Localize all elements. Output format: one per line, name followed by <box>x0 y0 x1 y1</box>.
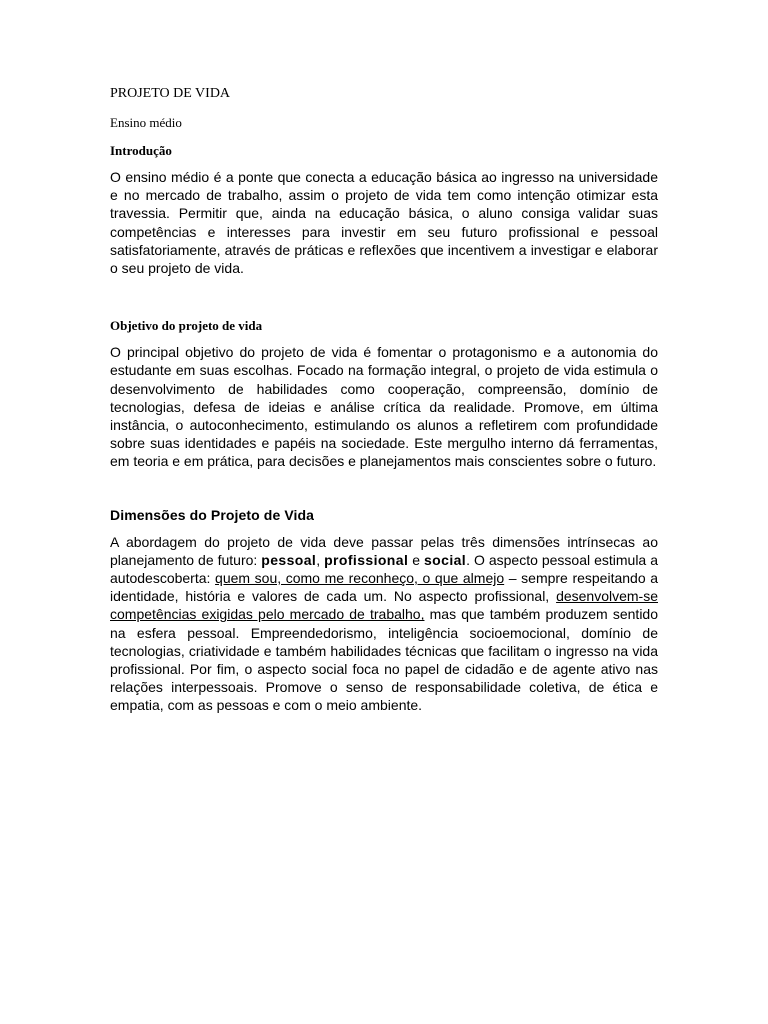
underlined-phrase-competencies: desenvolvem-se competências exigidas pelo mercado de trabalho, <box>110 588 658 623</box>
dimensions-text: – sempre respeitando a identidade, história e valores de cada um. No aspecto profissional, <box>110 570 659 605</box>
section-spacer <box>110 277 658 317</box>
document-title: PROJETO DE VIDA <box>110 86 231 101</box>
dimension-professional: profissional <box>324 551 409 568</box>
dimensions-text: , <box>316 551 325 568</box>
dimensions-paragraph <box>110 533 658 715</box>
dimensions-text: mas que também produzem sentido na esfera pessoal. Empreendedorismo, inteligência socioemocional, domínio de tecnologias, criatividade e também habilidades técnicas que facilitam o ingresso na vida profissional. Por fim, o aspecto social foca no papel de cidadão e de agente ativo nas relações interpessoais. Promove o senso de responsabilidade coletiva, de ética e empatia, com as pessoas e com o meio ambiente. <box>110 606 658 714</box>
document-subtitle: Ensino médio <box>110 115 182 130</box>
dimensions-text: . O aspecto pessoal estimula a autodescoberta: <box>110 551 658 587</box>
objective-paragraph: O principal objetivo do projeto de vida é fomentar o protagonismo e a autonomia do estudante em suas escolhas. Focado na formação integral, o projeto de vida estimula o desenvolvimento de habilidades como cooperação, compreensão, domínio de tecnologias, defesa de ideias e análise crítica da realidade. Promove, em última instância, o autoconhecimento, estimulando os alunos a refletirem com profundidade sobre suas identidades e papéis na sociedade. Este mergulho interno dá ferramentas, em teoria e em prática, para decisões e planejamentos mais conscientes sobre o futuro. <box>110 344 658 470</box>
intro-heading: Introdução <box>110 143 172 158</box>
dimensions-section <box>110 505 658 715</box>
dimension-social: social <box>424 551 467 568</box>
objective-section <box>110 317 658 470</box>
dimension-personal: pessoal <box>261 551 317 568</box>
dimensions-text: A abordagem do projeto de vida deve passar pelas três dimensões intrínsecas ao planejamento de futuro: <box>110 533 658 568</box>
intro-paragraph: O ensino médio é a ponte que conecta a educação básica ao ingresso na universidade e no mercado de trabalho, assim o projeto de vida tem como intenção otimizar esta travessia. Permitir que, ainda na educação básica, o aluno consiga validar suas competências e interesses para investir em seu futuro profissional e pessoal satisfatoriamente, através de práticas e reflexões que incentivem a investigar e elaborar o seu projeto de vida. <box>110 169 658 277</box>
objective-heading: Objetivo do projeto de vida <box>110 318 263 334</box>
underlined-phrase-self: quem sou, como me reconheço, o que almejo <box>215 570 505 587</box>
intro-section <box>110 142 658 277</box>
dimensions-heading: Dimensões do Projeto de Vida <box>110 506 315 523</box>
document-body <box>110 84 658 715</box>
section-spacer <box>110 471 658 505</box>
dimensions-text: e <box>408 551 424 568</box>
